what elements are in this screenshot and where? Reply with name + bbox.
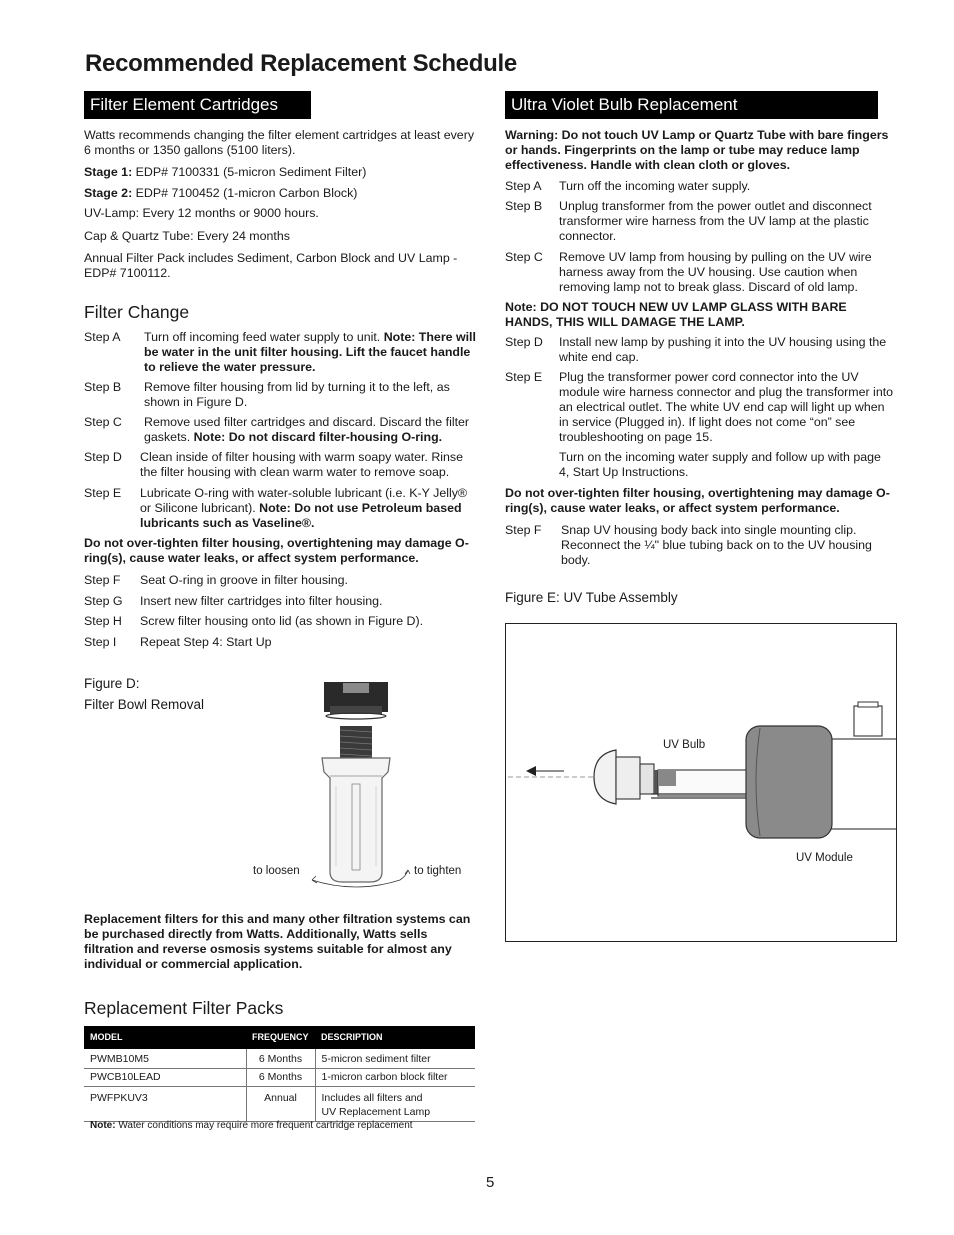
filter-step-c — [84, 415, 476, 445]
col-frequency: FREQUENCY — [246, 1026, 315, 1049]
table-header-row — [84, 1026, 475, 1049]
uv-step-c — [505, 250, 897, 295]
cell-description: 1-micron carbon block filter — [315, 1069, 475, 1087]
uv-step-b — [505, 199, 897, 244]
filter-step-h — [84, 614, 476, 629]
filter-step-a — [84, 330, 476, 375]
step-label: Step C — [84, 415, 122, 429]
figure-e-caption: Figure E: UV Tube Assembly — [505, 590, 678, 605]
table-row — [84, 1087, 475, 1122]
step-text: Remove used filter cartridges and discard. Discard the filter gaskets. Note: Do not discard filter-housing O-ring. — [144, 415, 470, 444]
table-row — [84, 1049, 475, 1069]
step-text: Turn off incoming feed water supply to unit. Note: There will be water in the unit filter housing. Lift the faucet handle to relieve the water pressure. — [144, 330, 476, 374]
cell-frequency: 6 Months — [246, 1049, 315, 1069]
col-model: MODEL — [84, 1026, 246, 1049]
stage2-text: EDP# 7100452 (1-micron Carbon Block) — [132, 186, 358, 200]
step-text: Turn off the incoming water supply. — [559, 179, 751, 193]
uv-step-e-continued: Turn on the incoming water supply and follow up with page 4, Start Up Instructions. — [559, 450, 881, 479]
cell-model: PWMB10M5 — [84, 1049, 246, 1069]
stage1-line — [84, 165, 476, 180]
step-label: Step H — [84, 614, 122, 628]
cell-frequency: Annual — [246, 1087, 315, 1122]
step-text: Screw filter housing onto lid (as shown in Figure D). — [140, 614, 424, 628]
uv-warning-2: Do not over-tighten filter housing, overtightening may damage O-ring(s), cause water leaks, or affect system performance. — [505, 486, 890, 515]
page-title: Recommended Replacement Schedule — [85, 50, 517, 77]
step-label: Step F — [84, 573, 121, 587]
step-text: Remove filter housing from lid by turning it to the left, as shown in Figure D. — [144, 380, 450, 409]
stage2-label: Stage 2: — [84, 186, 133, 200]
cell-description: 5-micron sediment filter — [315, 1049, 475, 1069]
uv-step-d — [505, 335, 897, 365]
filter-step-e — [84, 486, 476, 531]
step-label: Step A — [505, 179, 542, 193]
step-text: Clean inside of filter housing with warm soapy water. Rinse the filter housing with clean warm water to remove soap. — [140, 450, 463, 479]
step-label: Step D — [84, 450, 122, 464]
step-label: Step F — [505, 523, 542, 537]
uv-step-a — [505, 179, 897, 194]
step-text: Unplug transformer from the power outlet and disconnect transformer wire harness from the UV lamp at the plastic connector. — [559, 199, 872, 243]
step-text: Install new lamp by pushing it into the UV housing using the white end cap. — [559, 335, 887, 364]
step-label: Step D — [505, 335, 543, 349]
table-note: Note: Water conditions may require more frequent cartridge replacement — [90, 1120, 413, 1131]
step-text: Lubricate O-ring with water-soluble lubricant (i.e. K-Y Jelly® or Silicone lubricant). Note: Do not use Petroleum based lubricants such as Vaseline®. — [140, 486, 468, 530]
step-text: Seat O-ring in groove in filter housing. — [140, 573, 348, 587]
table-row — [84, 1069, 475, 1087]
cell-model: PWFPKUV3 — [84, 1087, 246, 1122]
step-text: Plug the transformer power cord connector into the UV module wire harness connector and plug the transformer into an electrical outlet. The white UV end cap will light up when in service (Plugged in). If light does not come “on” see troubleshooting on page 15. — [559, 370, 894, 444]
uv-bulb-label: UV Bulb — [663, 739, 706, 751]
uv-module — [746, 726, 832, 838]
cap-schedule: Cap & Quartz Tube: Every 24 months — [84, 229, 290, 243]
stage2-line — [84, 186, 476, 201]
filter-step-b — [84, 380, 476, 410]
cell-description: Includes all filters and UV Replacement Lamp — [315, 1087, 475, 1122]
uv-end-cap — [594, 750, 616, 804]
figure-d-title-1: Figure D: — [84, 676, 140, 691]
uv-warning: Warning: Do not touch UV Lamp or Quartz Tube with bare fingers or hands. Fingerprints on the lamp or tube may reduce lamp effectiveness. Handle with clean cloth or gloves. — [505, 128, 889, 172]
figure-d-caption — [84, 673, 204, 715]
filter-step-g — [84, 594, 476, 609]
filter-bowl-illustration — [240, 676, 480, 896]
step-label: Step C — [505, 250, 543, 264]
uv-step-f — [505, 523, 897, 568]
pull-direction-arrow — [526, 766, 536, 776]
uv-step-e — [505, 370, 897, 445]
filter-cartridges-heading: Filter Element Cartridges — [84, 91, 311, 119]
step-label: Step G — [84, 594, 123, 608]
page-number: 5 — [486, 1174, 495, 1191]
to-tighten-label: to tighten — [414, 865, 462, 877]
purchase-note: Replacement filters for this and many other filtration systems can be purchased directly from Watts. Additionally, Watts sells filtration and reverse osmosis systems suitable for almost any individual or commercial application. — [84, 912, 471, 971]
step-label: Step A — [84, 330, 121, 344]
step-label: Step B — [505, 199, 543, 213]
uv-bulb-heading: Ultra Violet Bulb Replacement — [505, 91, 878, 119]
cell-frequency: 6 Months — [246, 1069, 315, 1087]
step-label: Step I — [84, 635, 117, 649]
step-text: Snap UV housing body back into single mounting clip. Reconnect the ¼" blue tubing back on to the UV housing body. — [561, 523, 872, 567]
filter-step-i — [84, 635, 476, 650]
filter-step-f — [84, 573, 476, 588]
stage1-label: Stage 1: — [84, 165, 133, 179]
filter-warning: Do not over-tighten filter housing, overtightening may damage O-ring(s), cause water leaks, or affect system performance. — [84, 536, 469, 565]
cartridges-intro: Watts recommends changing the filter element cartridges at least every 6 months or 1350 gallons (5100 liters). — [84, 128, 475, 157]
figure-d-title-2: Filter Bowl Removal — [84, 697, 205, 712]
step-text: Insert new filter cartridges into filter housing. — [140, 594, 383, 608]
step-label: Step B — [84, 380, 122, 394]
cell-model: PWCB10LEAD — [84, 1069, 246, 1087]
step-label: Step E — [84, 486, 122, 500]
filter-packs-table — [84, 1026, 475, 1122]
step-text: Remove UV lamp from housing by pulling on the UV wire harness away from the UV housing. Use caution when removing lamp not to break glass. Discard of old lamp. — [559, 250, 872, 294]
col-description: DESCRIPTION — [315, 1026, 475, 1049]
filter-bowl — [322, 758, 390, 882]
uv-note: Note: DO NOT TOUCH NEW UV LAMP GLASS WITH BARE HANDS, THIS WILL DAMAGE THE LAMP. — [505, 300, 847, 329]
filter-step-d — [84, 450, 479, 480]
stage1-text: EDP# 7100331 (5-micron Sediment Filter) — [132, 165, 367, 179]
filter-change-heading: Filter Change — [84, 302, 190, 322]
uv-module-label: UV Module — [796, 852, 853, 864]
replacement-packs-heading: Replacement Filter Packs — [84, 998, 284, 1018]
step-text: Repeat Step 4: Start Up — [140, 635, 272, 649]
step-label: Step E — [505, 370, 543, 384]
figure-e-frame — [505, 623, 897, 942]
uv-lamp-schedule: UV-Lamp: Every 12 months or 9000 hours. — [84, 206, 319, 220]
to-loosen-label: to loosen — [253, 865, 300, 877]
annual-pack-text: Annual Filter Pack includes Sediment, Carbon Block and UV Lamp - EDP# 7100112. — [84, 251, 458, 280]
uv-tube-illustration — [506, 624, 896, 941]
